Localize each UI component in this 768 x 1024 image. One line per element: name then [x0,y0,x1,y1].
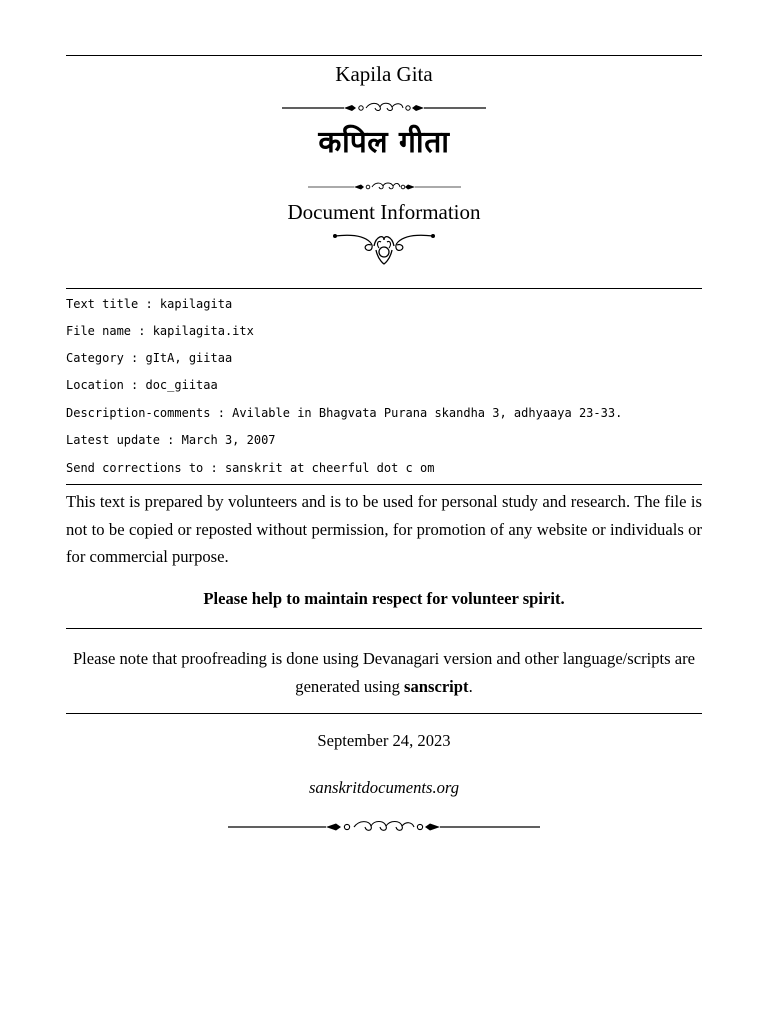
meta-latest-update: Latest update : March 3, 2007 [66,433,276,447]
notice-rule [66,628,702,629]
meta-corrections: Send corrections to : sanskrit at cheerful dot c om [66,461,435,475]
respect-line: Please help to maintain respect for volunteer spirit. [203,589,565,608]
footer-rule [66,713,702,714]
meta-category: Category : gItA, giitaa [66,351,233,365]
meta-text-title: Text title : kapilagita [66,297,233,311]
meta-description: Description-comments : Avilable in Bhagvata Purana skandha 3, adhyaaya 23-33. [66,406,623,420]
page-title: Kapila Gita [335,62,433,86]
proofreading-note [66,645,702,700]
proofreading-text: Please note that proofreading is done using Devanagari version and other language/scripts are generated using [72,649,696,696]
swirl-divider-icon [282,101,486,115]
meta-bottom-rule [66,484,702,485]
flourish-ornament-icon [332,226,436,266]
top-rule [66,55,702,56]
page-title-devanagari: कपिल गीता [318,125,450,160]
document-date: September 24, 2023 [317,731,451,750]
meta-location: Location : doc_giitaa [66,378,218,392]
proofreading-suffix: . [468,676,473,696]
site-name: sanskritdocuments.org [308,778,460,797]
meta-file-name: File name : kapilagita.itx [66,324,254,338]
sanscript-name: sanscript [404,676,469,696]
meta-top-rule [66,288,702,289]
swirl-divider-icon [308,181,461,193]
section-title: Document Information [287,200,481,224]
swirl-divider-icon [228,819,540,835]
volunteer-notice: This text is prepared by volunteers and is to be used for personal study and research. The file is not to be copied or reposted without permission, for promotion of any website or individuals or for commercial purpose. [66,492,702,566]
